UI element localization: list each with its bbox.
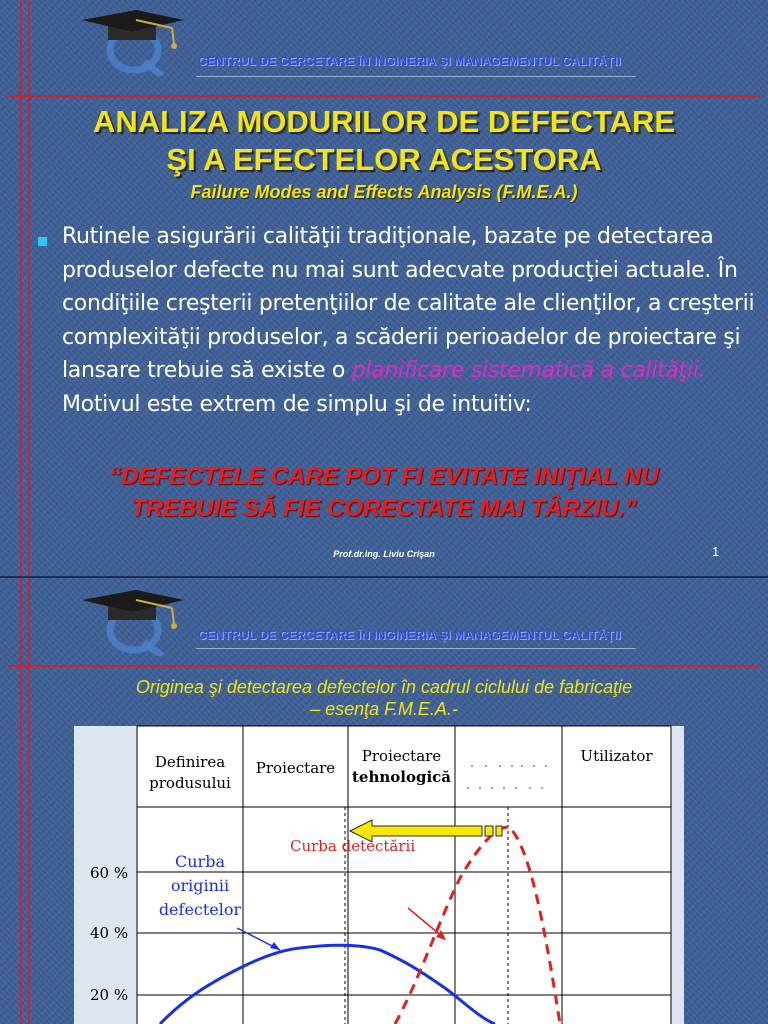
slide-2 [0, 578, 768, 1024]
square-bullet-icon [38, 237, 47, 246]
slide-subtitle: Failure Modes and Effects Analysis (F.M.E.A.) [190, 182, 578, 202]
detection-curve-label: Curba detectării [290, 837, 416, 855]
origin-label-line: defectelor [158, 900, 242, 919]
institution-header: CENTRUL DE CERCETARE ÎN INGINERIA ŞI MANAGEMENTUL CALITĂŢII [198, 628, 621, 642]
column-utilizator [562, 746, 671, 767]
column-label-line: Proiectare [255, 759, 336, 777]
column-label-line: Definirea [154, 753, 226, 771]
page-number: 1 [712, 544, 720, 559]
body-text-end: Motivul este extrem de simplu şi de intuitiv: [62, 391, 532, 417]
slide-title-line1: ANALIZA MODURILOR DE DEFECTARE [92, 104, 676, 139]
quote-line1: “DEFECTELE CARE POT FI EVITATE INIŢIAL NU [109, 463, 659, 490]
column-proiectare-tehnologica [348, 746, 455, 788]
institution-header: CENTRUL DE CERCETARE ÎN INGINERIA ŞI MANAGEMENTUL CALITĂŢII [198, 54, 621, 68]
column-definire [137, 752, 243, 794]
column-label-line: Utilizator [580, 747, 653, 765]
column-proiectare [243, 758, 348, 779]
diagram-title-line2: – esenţa F.M.E.A.- [310, 699, 458, 719]
y-tick-60: 60 % [90, 864, 129, 882]
diagram-title-line1: Originea şi detectarea defectelor în cadrul ciclului de fabricaţie [135, 677, 633, 697]
origin-curve-label [145, 850, 255, 922]
slide-title-line2: ŞI A EFECTELOR ACESTORA [166, 142, 602, 177]
origin-label-line: originii [170, 876, 230, 895]
column-label-line: produsului [149, 774, 231, 792]
quote-line2: TREBUIE SĂ FIE CORECTATE MAI TÂRZIU.” [131, 495, 637, 522]
column-label-line: Proiectare [361, 747, 442, 765]
footer-author: Prof.dr.ing. Liviu Crişan [333, 549, 435, 559]
y-tick-20: 20 % [90, 986, 129, 1004]
y-tick-40: 40 % [90, 924, 129, 942]
body-paragraph [62, 220, 762, 421]
origin-label-line: Curba [175, 852, 225, 871]
origin-curve [160, 945, 495, 1024]
diagram-lines [0, 578, 768, 1024]
body-highlight: planificare sistematică a calităţii. [351, 358, 706, 383]
column-label-line: tehnologică [351, 768, 452, 786]
header-red-line [8, 95, 760, 97]
body-text-start: Rutinele asigurării calităţii tradiţionale, bazate pe detectarea produselor defecte nu mai sunt adecvate producţiei actuale. În condiţiile creşterii pretenţiilor de calitate ale clienţilor, a creşterii complexităţii produselor, a scăderii perioadelor de proiectare şi lansare trebuie să existe o [62, 224, 755, 383]
graduation-cap-logo-icon [78, 6, 188, 76]
header-underline [196, 76, 636, 77]
